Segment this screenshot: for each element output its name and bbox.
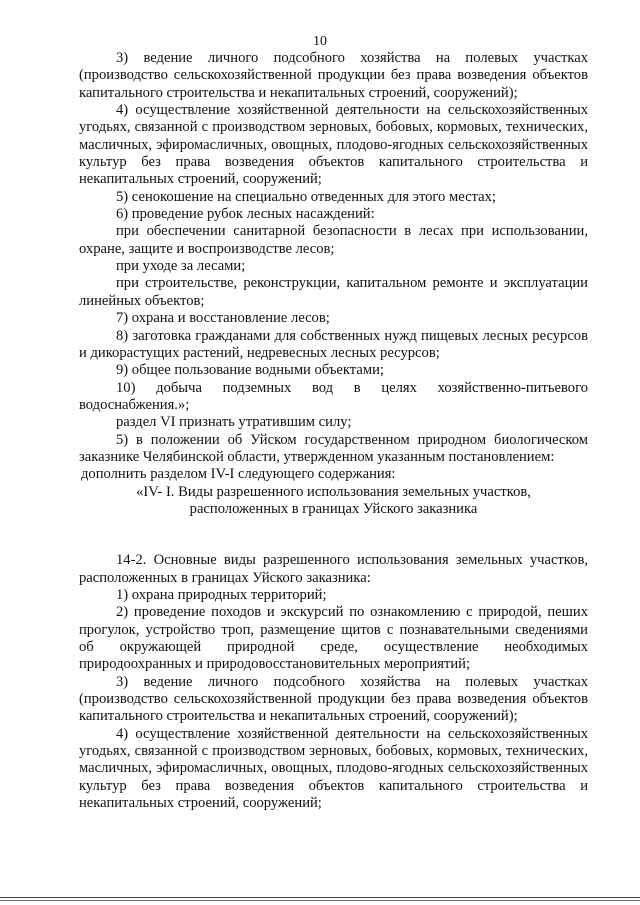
paragraph: 4) осуществление хозяйственной деятельности на сельскохозяйственных угодьях, связанной с производством зерновых, бобовых, кормовых, технических, масличных, эфиромасличных, овощных, плодово-ягодных сельскохозяйственных культур без права возведения объектов капитального строительства и некапитальных строений, сооружений; [79,102,588,188]
paragraph: 1) охрана природных территорий; [116,586,327,603]
paragraph: 9) общее пользование водными объектами; [116,362,384,379]
paragraph: 8) заготовка гражданами для собственных нужд пищевых лесных ресурсов и дикорастущих растений, недревесных лесных ресурсов; [79,327,588,361]
paragraph: 2) проведение походов и экскурсий по ознакомлению с природой, пеших прогулок, устройство троп, размещение щитов с познавательными сведениями об окружающей природной среде, осуществление необходимых природоохранных и природовосстановительных мероприятий; [79,604,588,673]
paragraph: 4) осуществление хозяйственной деятельности на сельскохозяйственных угодьях, связанной с производством зерновых, бобовых, кормовых, технических, масличных, эфиромасличных, овощных, плодово-ягодных сельскохозяйственных культур без права возведения объектов капитального строительства и некапитальных строений, сооружений; [79,725,588,812]
scan-edge-line [0,897,640,898]
paragraph: 10) добыча подземных вод в целях хозяйственно-питьевого водоснабжения.»; [79,379,588,413]
section-heading-line1: «IV- I. Виды разрешенного использования земельных участков, [136,483,531,500]
paragraph: 3) ведение личного подсобного хозяйства на полевых участках (производство сельскохозяйственной продукции без права возведения объектов капитального строительства и некапитальных строений, сооружений); [79,673,588,725]
paragraph: при уходе за лесами; [116,258,246,275]
paragraph: дополнить разделом IV-I следующего содержания: [81,466,396,483]
paragraph: раздел VI признать утратившим силу; [116,414,352,431]
paragraph: при обеспечении санитарной безопасности в лесах при использовании, охране, защите и воспроизводстве лесов; [79,223,588,257]
paragraph: 5) сенокошение на специально отведенных для этого местах; [116,188,496,205]
paragraph: 3) ведение личного подсобного хозяйства на полевых участках (производство сельскохозяйственной продукции без права возведения объектов капитального строительства и некапитальных строений, сооружений); [79,50,588,101]
paragraph: 6) проведение рубок лесных насаждений: [116,206,375,223]
paragraph: 7) охрана и восстановление лесов; [116,310,330,327]
paragraph: 14-2. Основные виды разрешенного использования земельных участков, расположенных в границах Уйского заказника: [79,552,588,586]
scan-edge-line [0,900,640,901]
section-heading-line2: расположенных в границах Уйского заказника [189,500,478,517]
document-body [79,50,588,812]
paragraph: при строительстве, реконструкции, капитальном ремонте и эксплуатации линейных объектов; [79,275,588,309]
paragraph: 5) в положении об Уйском государственном природном биологическом заказнике Челябинской области, утвержденном указанным постановлением: [79,431,588,465]
page-number: 10 [313,34,327,49]
